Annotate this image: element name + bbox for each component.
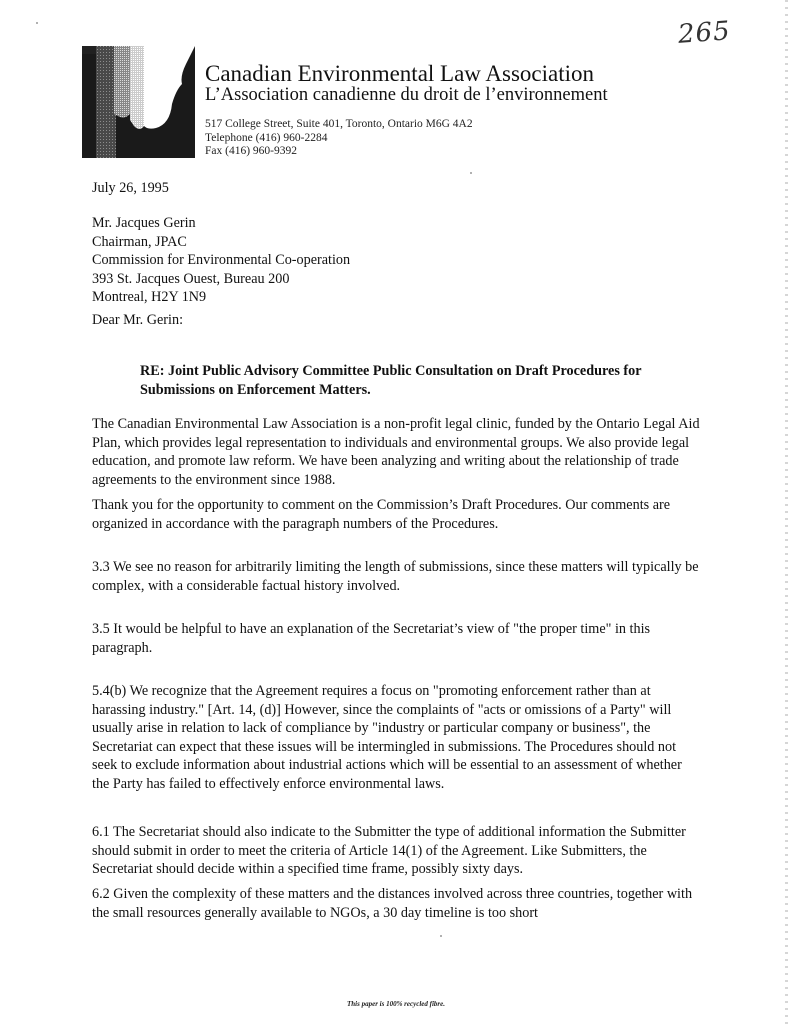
recipient-address (92, 214, 702, 307)
org-name-french: L’Association canadienne du droit de l’environnement (205, 85, 608, 105)
paragraph-6-1: 6.1 The Secretariat should also indicate to the Submitter the type of additional information the Submitter should submit in order to meet the criteria of Article 14(1) of the Agreement. Like Submitters, the Secretariat should decide within a specified time frame, possibly sixty days. (92, 824, 686, 877)
recipient-organization: Commission for Environmental Co-operation (92, 252, 351, 268)
recipient-city: Montreal, H2Y 1N9 (92, 289, 207, 305)
scan-speck (36, 22, 38, 24)
subject-line: RE: Joint Public Advisory Committee Public Consultation on Draft Procedures for Submissions on Enforcement Matters. (140, 363, 642, 398)
org-address: 517 College Street, Suite 401, Toronto, Ontario M6G 4A2 (205, 118, 473, 130)
salutation: Dear Mr. Gerin: (92, 312, 184, 328)
recipient-street: 393 St. Jacques Ouest, Bureau 200 (92, 270, 290, 287)
paragraph-6-2: 6.2 Given the complexity of these matters and the distances involved across three countries, together with the small resources generally available to NGOs, a 30 day timeline is too short (92, 886, 693, 921)
recipient-name: Mr. Jacques Gerin (92, 215, 196, 231)
org-fax: Fax (416) 960-9392 (205, 145, 297, 157)
scan-speck (440, 935, 442, 937)
cela-logo-icon (82, 46, 195, 158)
paragraph-3-3: 3.3 We see no reason for arbitrarily limiting the length of submissions, since these matters will typically be complex, with a considerable factual history involved. (92, 559, 699, 594)
paragraph-thanks: Thank you for the opportunity to comment on the Commission’s Draft Procedures. Our comments are organized in accordance with the paragraph numbers of the Procedures. (92, 497, 671, 532)
handwritten-page-number: 265 (677, 16, 732, 50)
paragraph-intro: The Canadian Environmental Law Association is a non-profit legal clinic, funded by the Ontario Legal Aid Plan, which provides legal representation to individuals and environmental groups. We also provide legal education, and promote law reform. We have been analyzing and writing about the relationship of trade agreements to the environment since 1988. (92, 416, 700, 488)
org-name-english: Canadian Environmental Law Association (205, 61, 594, 86)
scan-edge-artifact (785, 0, 788, 1024)
contact-block (205, 118, 473, 159)
scan-speck (470, 172, 472, 174)
org-telephone: Telephone (416) 960-2284 (205, 131, 328, 144)
letter-date: July 26, 1995 (92, 180, 169, 196)
recycled-paper-note: This paper is 100% recycled fibre. (347, 1000, 445, 1008)
recipient-title: Chairman, JPAC (92, 233, 187, 250)
paragraph-5-4b: 5.4(b) We recognize that the Agreement requires a focus on "promoting enforcement rather than at harassing industry." [Art. 14, (d)] However, since the complaints of "acts or omissions of a Party" will usually arise in relation to lack of compliance by "industry or particular company or business", the Secretariat can expect that these issues will be intermingled in submissions. The Procedures should not seek to exclude information about industrial actions which will be essential to an assessment of whether the Party has failed to effectively enforce environmental laws. (92, 683, 682, 792)
paragraph-3-5: 3.5 It would be helpful to have an explanation of the Secretariat’s view of "the proper time" in this paragraph. (92, 621, 651, 656)
